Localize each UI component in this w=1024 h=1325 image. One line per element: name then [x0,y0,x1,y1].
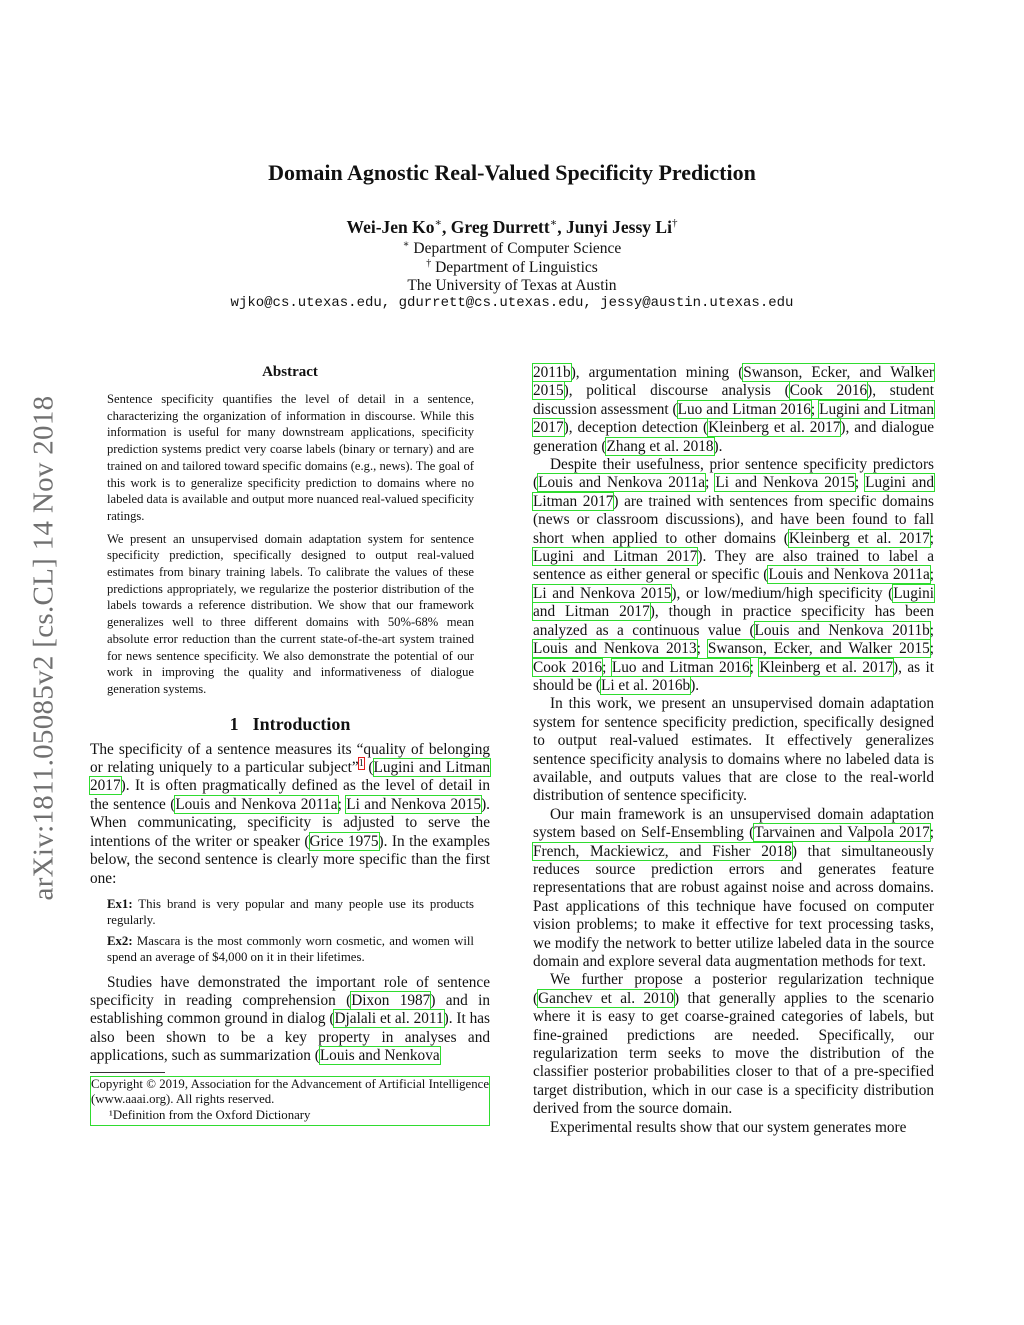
body-text: ; [705,474,716,492]
body-text: ), argumentation mining ( [570,364,744,381]
affiliation-mark: ∗ [402,239,410,250]
footnotes [90,1076,490,1127]
citation-link[interactable]: Cook 2016 [533,658,603,676]
body-text: ), student discussion assessment ( [533,382,934,418]
intro-paragraph [90,741,490,888]
citation-link[interactable]: Swanson, Ecker, and Walker 2015 [707,640,930,658]
right-column [533,364,934,1137]
citation-link[interactable]: Louis and Nenkova 2011a [175,795,338,813]
citation-link[interactable]: Li et al. 2016b [600,676,691,694]
body-text: ). When communicating, specificity is adjusted to serve the intentions of the writer or speaker ( [90,795,490,850]
body-text: ; [602,658,612,676]
author-name: , Junyi Jessy Li [557,216,672,237]
body-text: ; [929,529,934,547]
body-text: ) are trained with sentences from specific domains (news or classroom discussions), and have been found to fall short when applied to other domains ( [533,492,934,547]
copyright-notice[interactable]: Copyright © 2019, Association for the Advancement of Artificial Intelligence (www.aaai.org). All rights reserved. [91,1076,489,1107]
body-text: ; [929,566,934,584]
example-text: Mascara is the most commonly worn cosmetic, and women will spend an average of $4,000 on it in their lifetimes. [107,933,474,965]
body-text: Our main framework is an unsupervised domain adaptation system based on Self-Ensembling ( [533,805,934,842]
example-text: This brand is very popular and many people use its products regularly. [107,896,474,928]
citation-link[interactable]: Kleinberg et al. 2017 [708,419,841,437]
abstract-paragraph: Sentence specificity quantifies the level of detail in a sentence, characterizing the organization of information in discourse. While this information is useful for many downstream applications, specificity prediction systems predict very coarse labels (binary or ternary) and are trained on and tailored toward specific domains (e.g., news). The goal of this work is to generalize specificity prediction to domains where no labeled data is available and output more nuanced real-valued specificity ratings. [107,392,474,523]
body-text: ), or low/medium/high specificity ( [671,584,894,602]
arxiv-identifier: arXiv:1811.05085v2 [cs.CL] 14 Nov 2018 [27,395,60,901]
example-1 [107,896,474,929]
footnote-link[interactable]: 1 [358,757,364,769]
body-text: ; [337,795,347,813]
body-text: ; [810,400,820,418]
citation-link[interactable]: Kleinberg et al. 2017 [759,658,893,676]
citation-link[interactable]: Ganchev et al. 2010 [538,989,675,1007]
body-text: ). [713,437,723,455]
left-column [90,364,490,1126]
body-text: ; [854,474,866,492]
body-text: We further propose a posterior regularization technique ( [533,971,934,1007]
affiliation-mark: † [671,217,678,229]
citation-link[interactable]: 2011b [533,364,571,381]
body-text: ), as it should be ( [533,658,935,694]
body-text: ) and in establishing common ground in dialog ( [90,991,491,1028]
citation-link[interactable]: Louis and Nenkova 2011a [768,566,930,584]
citation-link[interactable]: Zhang et al. 2018 [606,437,714,455]
citation-link[interactable]: Kleinberg et al. 2017 [788,529,930,547]
citation-link[interactable]: Luo and Litman 2016 [611,658,750,676]
citation-link[interactable]: Lugini and Litman 2017 [533,548,698,566]
body-text: ). They are also trained to label a sentence as either general or specific ( [533,548,934,584]
citation-link[interactable]: Lugini and Litman 2017 [533,584,934,621]
citation-link[interactable]: Swanson, Ecker, and Walker 2015 [533,364,935,400]
author-list [0,216,1024,238]
citation-link[interactable]: Lugini and Litman 2017 [533,474,935,510]
body-text: The specificity of a sentence measures its “quality of belonging or relating uniquely to a particular subject” [90,740,490,777]
citation-link[interactable]: Djalali et al. 2011 [334,1010,444,1028]
footnote-divider [90,1072,165,1073]
citation-link[interactable]: Lugini and Litman 2017 [90,759,490,795]
citation-link[interactable]: French, Mackiewicz, and Fisher 2018 [533,842,792,860]
affiliation-text: Department of Linguistics [431,259,598,277]
paper-title: Domain Agnostic Real-Valued Specificity Prediction [268,160,756,185]
citation-link[interactable]: Louis and Nenkova 2011b [754,621,930,639]
body-text: ), political discourse analysis ( [563,382,790,400]
citation-link[interactable]: Li and Nenkova 2015 [346,795,482,813]
intro-paragraph: Experimental results show that our system generates more [550,1118,907,1136]
intro-paragraph [533,971,934,1118]
citation-link[interactable]: Louis and Nenkova 2011a [538,474,706,492]
citation-link[interactable]: Louis and Nenkova 2013 [533,640,697,658]
intro-paragraph [533,806,934,972]
footnote-1: ¹Definition from the Oxford Dictionary [109,1107,311,1122]
citation-link[interactable]: Grice 1975 [309,832,379,850]
body-text: ) that simultaneously reduces source prediction errors and generates feature representations that are robust against noise and across domains. Past applications of this technique have focused on computer vision problems; to make it effective for text processing tasks, we modify the network to better utilize labeled data in the source domain and explore several data augmentation methods for text. [533,842,934,970]
body-text: ), though in practice specificity has been analyzed as a continuous value ( [533,603,935,639]
body-text: Studies have demonstrated the important role of sentence specificity in reading comprehension ( [90,973,490,1009]
affiliation-mark: ∗ [434,217,442,229]
body-text: ; [929,640,934,658]
example-label: Ex2: [107,933,133,948]
citation-link[interactable]: Li and Nenkova 2015 [715,474,855,492]
body-text: ; [929,824,934,842]
citation-link[interactable]: Tarvainen and Valpola 2017 [754,824,930,842]
section-title: Introduction [252,713,351,734]
author-emails[interactable]: wjko@cs.utexas.edu, gdurrett@cs.utexas.edu, jessy@austin.utexas.edu [230,295,794,311]
citation-link[interactable]: Luo and Litman 2016 [677,400,811,418]
affiliation-cs [0,239,1024,258]
section-number: 1 [229,713,239,734]
abstract-heading: Abstract [262,364,318,380]
intro-paragraph [533,456,934,695]
citation-link[interactable]: Louis and Nenkova [319,1047,440,1065]
body-text: ; [696,640,708,658]
section-heading-introduction [90,714,490,735]
affiliation-text: Department of Computer Science [409,240,622,258]
intro-paragraph [533,364,934,456]
intro-paragraph: In this work, we present an unsupervised domain adaptation system for sentence specificity prediction, specifically designed to output real-valued estimates. It effectively generalizes sentence specificity analysis to domains where no labeled data is available, and outputs values that are close to the real-world distribution of sentence specificity. [533,695,934,805]
body-text: ). In the examples below, the second sentence is clearly more specific than the first one: [90,832,491,887]
example-label: Ex1: [107,896,133,911]
abstract-paragraph: We present an unsupervised domain adaptation system for sentence specificity prediction, specifically designed to output real-valued estimates from binary training labels. To calibrate the values of these predictions appropriately, we regularize the posterior distribution of the labels towards a reference distribution. We show that our framework generalizes well to three different domains with 50%-68% mean absolute error reduction than the current state-of-the-art system trained for news sentence specificity. We also demonstrate the potential of our work in improving the quality and informativeness of dialogue generation systems. [107,531,474,696]
citation-link[interactable]: Lugini and Litman 2017 [533,400,934,437]
author-name: Wei-Jen Ko [346,216,435,237]
citation-link[interactable]: Li and Nenkova 2015 [533,584,672,602]
affiliation-linguistics [0,258,1024,277]
body-text: ), and dialogue generation ( [533,419,935,455]
body-text: ) that generally applies to the scenario where it is easy to get coarse-grained categories of labels, but fine-grained predictions are needed. Specifically, our regularization term seeks to move the distribution of the classifier posterior probabilities closer to that of a pre-specified target distribution, which in our case is a specificity distribution derived from the source domain. [533,989,934,1118]
citation-link[interactable]: Dixon 1987 [351,991,431,1009]
intro-paragraph [90,974,490,1066]
body-text: ; [929,621,935,639]
example-2 [107,933,474,966]
body-text: Despite their usefulness, prior sentence specificity predictors ( [533,456,934,492]
citation-link[interactable]: Cook 2016 [789,382,868,400]
body-text: ( [363,759,374,777]
body-text: ). It has also been shown to be a key property in analyses and applications, such as summarization ( [90,1010,490,1065]
affiliation-mark: † [426,258,432,269]
body-text: ). It is often pragmatically defined as the level of detail in the sentence ( [90,777,490,813]
affiliation-mark: ∗ [549,217,558,229]
body-text: ), deception detection ( [563,419,709,437]
body-text: ). [690,676,700,694]
author-name: , Greg Durrett [442,216,550,237]
body-text: ; [749,658,760,676]
affiliation-university: The University of Texas at Austin [407,277,617,294]
